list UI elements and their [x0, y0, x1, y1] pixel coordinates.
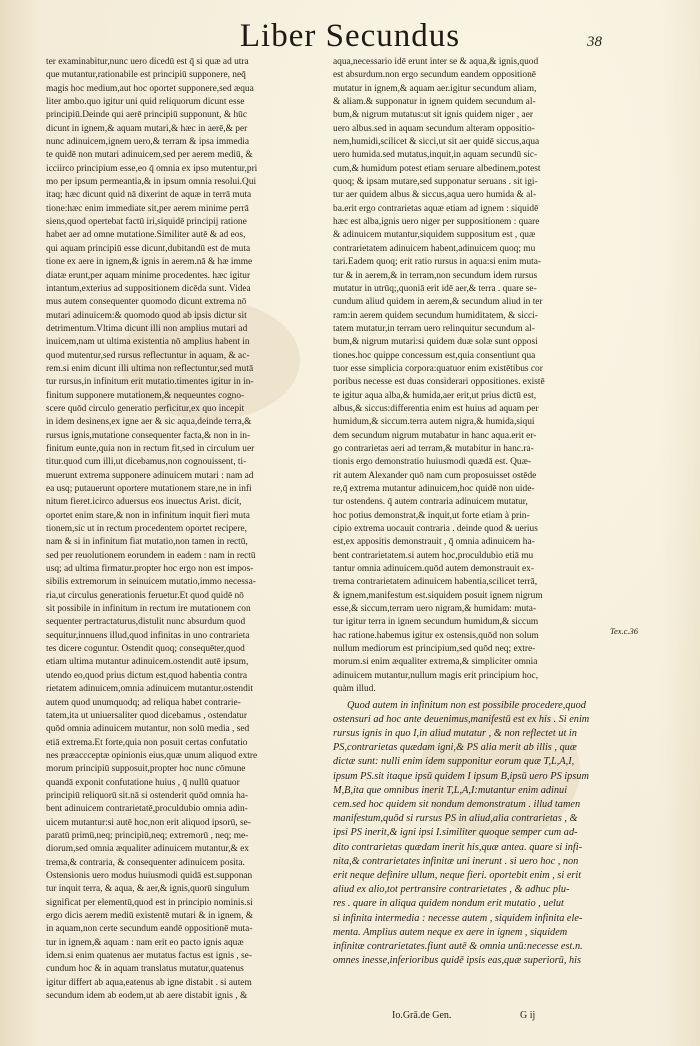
text-line: in aquam,non certe secundum eandē oppositionē muta- — [46, 924, 253, 935]
text-line: cundum hoc & in aquam translatus mutatur,quatenus — [46, 964, 244, 975]
text-line: autem quod unumquodq; ad reliqua habet contrarie- — [46, 697, 241, 708]
text-line: nita,& contrarietates infinitæ uni inerunt . si uero hoc , non — [333, 855, 579, 867]
text-line: cem.sed hoc quidem sit nondum demonstratum . illud tamen — [333, 798, 581, 810]
text-line: tuor esse simplicia corpora:quatuor enim existētibus cor — [333, 363, 543, 374]
folio-number: 38 — [587, 34, 602, 50]
text-line: menta. Amplius autem neque ex aere in ignem , siquidem — [333, 926, 568, 938]
text-line: finitum supponere mutationem,& nequeuntes cogno- — [46, 390, 245, 401]
text-line: finitum eunte,quia non in rectum fit,sed in circulum uer — [46, 443, 255, 454]
margin-note: Tex.c.36 — [610, 626, 639, 636]
text-line: nem,humidi,scilicet & sicci,ut sit aer quidē siccus,aqua — [333, 137, 540, 148]
text-line: detrimentum.Vltima dicunt illi non amplius mutari ad — [46, 323, 248, 334]
text-line: quàm illud. — [333, 684, 376, 695]
text-line: nitum fieret.icirco aduersus eos inuectus Arist. dicit, — [46, 497, 242, 508]
text-line: in idem desinens,ex igne aer & sic aqua,deinde terra,& — [46, 417, 252, 428]
text-line: re,q̄ extrema mutantur adinuicem,hoc quidē non uide- — [333, 484, 535, 494]
page-header — [0, 10, 700, 54]
text-line: sequitur,innuens illud,quod infinitas in uno contrarieta — [46, 630, 250, 641]
text-line: oportet enim stare,& non in infinitum inquit fieri muta — [46, 510, 250, 521]
text-line: uero albus.sed in aquam secundum alteram oppositio- — [333, 123, 535, 134]
text-line: diorum,sed omnia æqualiter adinuicem mutantur,& ex — [46, 844, 249, 855]
text-line: erit neque definire ullum, neque fieri. oportebit enim , si erit — [333, 869, 582, 881]
text-line: bent contrarietatem.si autem hoc,proculdubio etiā mu — [333, 550, 534, 561]
text-line: manifestum,quōd si rursus PS in aliud,alia contrarietas , & — [333, 813, 578, 825]
text-line: itaq; hæc dicunt quid nā dixerint de aquæ in terrā muta — [46, 190, 252, 201]
text-line: nes præaccceptæ opinionis eius,quæ unum aliquod extre — [46, 750, 258, 761]
text-line: tur in ignem,& aquam : nam erit eo pacto ignis aquæ — [46, 937, 244, 948]
text-line: tantur omnia adinuicem.quōd autem demonstrauit ex- — [333, 564, 534, 575]
text-line: est absurdum.non ergo secundum eandem oppositionē — [333, 70, 536, 81]
text-line: quandā exponit confutatione huius , q̄ nullū quatuor — [46, 777, 240, 788]
text-line: usq; ad ultima firmatur.propter hoc ergo non est impos- — [46, 564, 254, 575]
text-line: cipio extrema uocauit contraria . deinde quod & uerius — [333, 524, 538, 535]
text-line: secundum idem ab eodem,ut ab aere distabit ignis , & — [46, 991, 248, 1002]
text-line: ipsum PS.sit itaque ipsū quidem I ipsum B,ipsū uero PS ipsum — [333, 770, 589, 782]
text-line: idem.si enim quatenus aer mutatus factus est ignis , se- — [46, 951, 252, 962]
text-line: tatem mutatur,in terram uero relinquitur secundum al- — [333, 323, 535, 334]
text-line: mus autem consequenter quomodo dicunt extrema nō — [46, 297, 247, 308]
text-line: titur.quod cum illi,ut dicebamus,non cognouissent, ti- — [46, 457, 247, 468]
text-line: dito contrarietas quædam inerit his,quæ antea. quare si infi- — [333, 841, 583, 853]
text-line: uero humida.sed mutatus,inquit,in aquam secundū sic- — [333, 150, 538, 161]
text-line: habet aer ad omne mutatione.Similiter autē & ad eos, — [46, 230, 246, 241]
text-line: ram:in aerem quidem secundum humiditatem, & sicci- — [333, 310, 538, 321]
text-line: etiā extrema.Et forte,quia non posuit certas confutatio — [46, 737, 248, 748]
text-line: ostensuri ad hoc ante deuenimus,manifestū est ex his . Si enim — [333, 713, 589, 725]
text-line: nullum mediorum est principium,sed quōd neq; extre- — [333, 644, 536, 655]
text-line: tiones.hoc quippe concessum est,quia consentiunt qua — [333, 350, 536, 361]
text-line: que mutantur,rationabile est principiū supponere, neq̄ — [46, 70, 246, 81]
text-line: trema,& contraria, & consequenter adinuicem posita. — [46, 857, 245, 868]
text-line: Ostensionis uero modus huiusmodi quidā est.supponan — [46, 870, 253, 881]
text-line: cum,& humidum potest etiam seruare albedinem,potest — [333, 163, 541, 174]
text-line: principiū reliquorū sit.nā si ostenderit quōd omnia ha- — [46, 790, 249, 801]
text-line: utendo eo,quod prius dictum est,quod habentia contra — [46, 670, 247, 681]
right-column — [333, 56, 589, 968]
text-line: ter examinabitur,nunc uero dicedū est q̄ si quæ ad utra — [46, 57, 249, 67]
text-line: ba.erit ergo contrarietas aquæ etiam ad ignem : siquidē — [333, 203, 539, 214]
right-column-commentary — [333, 56, 589, 697]
text-line: bent adinuicem contrarietatē,proculdubio omnia adin- — [46, 804, 248, 815]
text-line: est,ex appositis demonstrauit , q̄ omnia adinuicem ha- — [333, 537, 535, 548]
text-line: diatæ erunt,per aquam minime procedentes. hæc igitur — [46, 270, 251, 281]
text-line: ea usq; putauerunt oportere mutationem stare,ne in infi — [46, 484, 252, 494]
text-line: ergo dicis aerem mediū existentē mutari & in ignem, & — [46, 911, 254, 921]
text-line: aliud ex alio,tot pertransire contrarietates , & adhuc plu- — [333, 884, 570, 896]
text-line: tione ex aere in ignem,& ignis in aerem.nā & hæ imme — [46, 257, 253, 268]
signature-mark-left: Io.Grā.de Gen. — [392, 1010, 452, 1021]
text-line: hæc est alba,ignis uero niger per suppositionem : quare — [333, 217, 540, 228]
text-line: mo per ipsum permeantia,& in ipsum omnia resolui.Qui — [46, 177, 257, 188]
text-line: tur ostendens. q̄ autem contraria adinuicem mutatur, — [333, 497, 528, 508]
right-column-aristotle-text — [333, 699, 589, 969]
text-line: muerunt extrema supponere adinuicem mutari : nam ad — [46, 470, 254, 481]
text-line: nam & si in infinitum fiat mutatio,non tamen in rectū, — [46, 537, 248, 548]
text-line: hac ratione.habemus igitur ex ostensis,quōd non solum — [333, 630, 539, 641]
text-line: infinitæ contrarietates.fiunt autē & omnia unū:necesse est.n. — [333, 940, 583, 952]
text-line: dem secundum nigrum mutabatur in hanc aqua.erit er- — [333, 430, 537, 441]
text-line: te igitur aqua alba,& humida,aer erit,ut prius dictū est, — [333, 390, 537, 401]
signature-mark-right: G ij — [520, 1010, 536, 1021]
text-line: PS,contrarietas quædam igni,& PS alia merit ab illis , quæ — [333, 742, 577, 754]
text-line: ria,ut circulus generationis feruetur.Et quod quidē nō — [46, 590, 244, 601]
text-line: rursus ignis,mutatione consequenter facta,& non in in- — [46, 430, 251, 441]
running-title: Liber Secundus — [239, 18, 461, 54]
text-line: tari.Eadem quoq; erit ratio rursus in aqua:si enim muta- — [333, 257, 542, 268]
text-line: intantum,exterius ad suppositionem dicēda sunt. Videa — [46, 283, 251, 294]
text-line: liter ambo.quo igitur uni quid reliquorum dicunt esse — [46, 97, 245, 108]
text-line: sed per reuolutionem eorundem in eadem : nam in rectū — [46, 550, 256, 561]
text-line: hoc potius demonstrat,& inquit,ut forte etiam à prin- — [333, 510, 530, 521]
text-line: tur igitur terra in ignem secundum humidum,& siccum — [333, 617, 539, 628]
text-line: morum.si enim æqualiter extrema,& simpliciter omnia — [333, 657, 538, 668]
text-line: si infinita intermedia : necesse autem , siquidem infinita ele- — [333, 912, 583, 924]
text-line: mutatur in ignem,& aquam aer.igitur secundum aliam, — [333, 83, 537, 94]
text-line: scere quōd circulo generatio perficitur,ex quo incepit — [46, 403, 245, 414]
text-line: rit autem Alexander quō nam cum proposuisset ostēde — [333, 470, 537, 481]
text-line: dictæ sunt: nulli enim idem supponitur eorum quæ T,L,A,I, — [333, 756, 575, 768]
text-line: tione:hæc enim immediate sit,per aerem minime perrā — [46, 203, 249, 214]
text-line: inuicem,nam ut ultima existentia nō amplius habent in — [46, 337, 250, 348]
text-line: aqua,necessario idē erunt inter se & aqua,& ignis,quod — [333, 57, 539, 67]
text-line: M,B,ita que omnibus inerit T,L,A,I:mutantur enim adinui — [333, 784, 568, 796]
text-line: go contrarietas aeri ad terram,& mutabitur in hanc.ra- — [333, 443, 534, 454]
text-line: mutari adinuicem:& quomodo quod ab ipsis dictur sit — [46, 310, 247, 321]
text-line: rem.si enim dicunt illi ultima non reflectuntur,sed mutā — [46, 363, 254, 374]
text-line: cundum aliud quidem in aerem,& secundum aliud in ter — [333, 297, 543, 308]
text-line: Quod autem in infinitum non est possibile procedere,quod — [347, 699, 586, 711]
text-line: rietatem adinuicem,omnia adinuicem mutantur.ostendit — [46, 684, 253, 695]
text-line: quod mutentur,sed rursus reflectuntur in aquam, & ac- — [46, 350, 250, 361]
text-line: tionem,sic ut in rectum procedentem oportet recipere, — [46, 524, 247, 535]
text-line: paratū primū,neq; principiū,neq; extremorū , neq; me- — [46, 830, 249, 841]
text-line: mutatur in utrūq;,quoniā erit idē aer,& terra . quare se- — [333, 283, 537, 294]
text-line: poribus necesse est duas considerari oppositiones. existē — [333, 377, 545, 388]
text-line: tur & in aerem,& in terram,non secundum idem rursus — [333, 270, 538, 281]
text-line: te quidē non mutari adinuicem,sed per aerem mediū, & — [46, 150, 253, 161]
text-line: tur aer quidem albus & siccus,aqua uero humida & al- — [333, 190, 537, 201]
text-line: & ignem,manifestum est.siquidem posuit ignem nigrum — [333, 590, 543, 601]
text-line: sit possibile in infinitum in rectum ire mutationem con — [46, 604, 251, 615]
text-line: principiū.Deinde qui aerē principiū supponunt, & hūc — [46, 110, 247, 121]
text-line: quoq; & ipsam mutare,sed supponatur seruans . sit igi- — [333, 177, 538, 188]
text-line: bum,& nigrum mutari:si quidem duæ solæ sunt opposi — [333, 337, 538, 348]
text-line: tes dicere coguntur. Ostendit quoq; consequēter,quod — [46, 644, 245, 655]
text-line: sibilis extremorum in seinuicem mutatio,immo necessa- — [46, 577, 256, 588]
text-line: tur rursus,in infinitum erit mutatio.timentes igitur in in- — [46, 377, 254, 388]
text-line: rursus ignis in quo I,in aliud mutatur , & non reflectet ut in — [333, 727, 577, 739]
text-line: esse,& siccum,terram uero nigram,& humidam: muta- — [333, 604, 537, 615]
text-line: magis hoc medium,aut hoc oportet supponere,sed æqua — [46, 83, 254, 94]
text-line: trema contrarietatem adinuicem habentia,scilicet terrā, — [333, 577, 538, 588]
text-line: qui aquam principiū esse dicunt,dubitandū est de muta — [46, 243, 251, 254]
text-line: uicem mutantur:si autē hoc,non erit aliquod ipsorū, se- — [46, 817, 251, 828]
text-line: tur inquit terra, & aqua, & aer,& ignis,quorū singulum — [46, 884, 250, 895]
text-line: omnes inesse,inferioribus quidē ipsis eas,quæ superiorū, his — [333, 955, 581, 967]
text-line: dicunt in ignem,& aquam mutari,& hæc in aerē,& per — [46, 123, 248, 134]
text-line: igitur differt ab aqua,eatenus ab igne distabit . si autem — [46, 977, 252, 988]
text-line: nunc adinuicem,ignem uero,& terram & ipsa immedia — [46, 137, 250, 148]
text-line: sequenter pertractaturus,distulit nunc absurdum quod — [46, 617, 246, 628]
text-line: quōd omnia adinuicem mutantur, non solū media , sed — [46, 724, 250, 735]
left-column — [46, 56, 316, 1003]
text-line: morum principiū supposuit,propter hoc nunc cōmune — [46, 764, 246, 775]
text-line: contrarietatem adinuicem habent,adinuicem quoq; mu — [333, 243, 536, 254]
text-line: tionis ergo demonstratio huiusmodi quædā est. Quæ- — [333, 457, 531, 468]
text-line: ipsi PS inerit,& igni ipsi I.similiter quoque semper cum ad- — [333, 827, 578, 839]
text-line: adinuicem mutantur,nullum magis erit principium hoc, — [333, 670, 539, 681]
text-line: etiam ultima mutantur adinuicem.ostendit autē ipsum, — [46, 657, 249, 668]
text-line: bum,& nigrum mutatus:ut sit ignis quidem niger , aer — [333, 110, 533, 121]
text-line: significat per elementū,quod est in principio nominis.si — [46, 897, 253, 908]
text-line: & aliam.& supponatur in ignem quidem secundum al- — [333, 97, 536, 108]
text-line: tatem,ita ut uniuersaliter quod dicebamus , ostendatur — [46, 710, 247, 721]
text-line: siens,quod opertebat factū iri,siquidē principij ratione — [46, 217, 247, 228]
text-line: & adinuicem mutantur,siquidem suppositum est , quæ — [333, 230, 536, 241]
text-line: icciirco principium esse,eo q̄ omnia ex ipso mutentur,pri — [46, 163, 258, 174]
text-line: humidum,& siccum.terra autem nigra,& humida,siqui — [333, 417, 535, 428]
text-line: albus,& siccus:differentia enim est huius ad aquam per — [333, 403, 539, 414]
text-line: res . quare in aliqua quidem nondum erit mutatio , uelut — [333, 898, 564, 910]
